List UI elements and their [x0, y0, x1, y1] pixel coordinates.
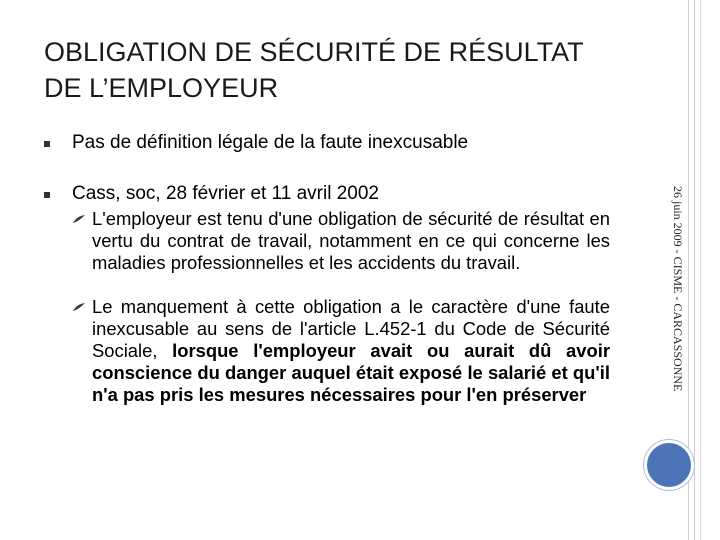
bullet-text: Cass, soc, 28 février et 11 avril 2002 [72, 183, 379, 204]
sub-bullet-bold-text: lorsque l'employeur avait ou aurait dû avoir conscience du danger auquel était exposé le salarié et qu'il n'a pas pris les mesures nécessaires pour l'en préserver [92, 340, 610, 405]
bullet-text: Pas de définition légale de la faute inexcusable [72, 132, 469, 153]
footer-text: 26 juin 2009 - CISME - CARCASSONNE [671, 186, 685, 392]
wing-bullet-icon [72, 302, 86, 312]
square-bullet-icon [44, 141, 50, 147]
sub-bullet-normal-text: Le manquement à cette obligation a le caractère d'une faute inexcusable au sens de l'article L.452-1 du Code de Sécurité Sociale, [92, 296, 610, 361]
page-circle-icon [644, 440, 694, 490]
side-divider-line [694, 0, 695, 540]
sub-bullet-item [72, 296, 610, 406]
sub-bullet-text: L'employeur est tenu d'une obligation de sécurité de résultat en vertu du contrat de travail, notamment en ce qui concerne les maladies professionnelles et les accidents du travail. [92, 208, 610, 273]
wing-bullet-icon [72, 214, 86, 224]
square-bullet-icon [44, 192, 50, 198]
vertical-footer [669, 186, 687, 396]
sub-bullet-text [72, 296, 610, 406]
side-divider-line [700, 0, 701, 540]
slide-title: OBLIGATION DE SÉCURITÉ DE RÉSULTAT DE L’EMPLOYEUR [44, 37, 584, 103]
sub-bullet-item [72, 208, 610, 274]
